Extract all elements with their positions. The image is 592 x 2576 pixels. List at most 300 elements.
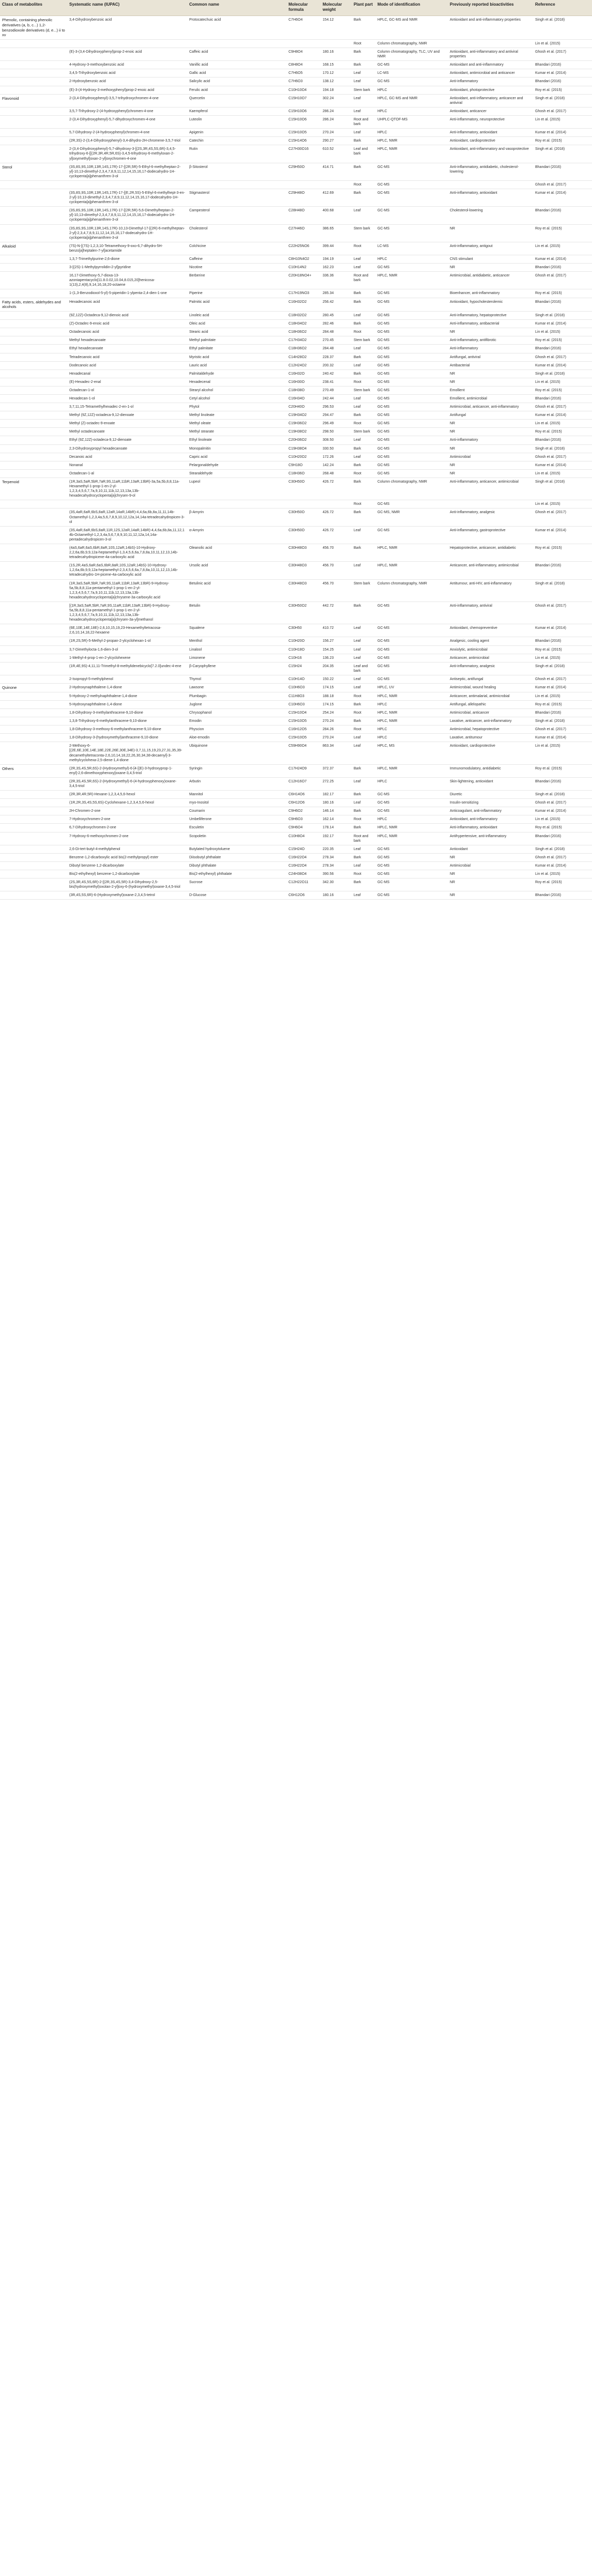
table-row bbox=[0, 436, 592, 444]
metabolites-table bbox=[0, 0, 592, 900]
cell-reference: Bhandari (2016) bbox=[533, 78, 592, 86]
cell-systematic-name: 4-Hydroxy-3-methoxybenzoic acid bbox=[67, 61, 187, 69]
cell-molecular-formula: C10H16 bbox=[286, 654, 321, 662]
cell-systematic-name: (3S,4aR,6aR,6bS,8aR,12aR,14aR,14bR)-4,4,6a,6b,8a,11,11,14b-Octamethyl-1,2,3,4a,5,6,7,8,9,10,12,12a,14,14a-tetradecahydropicen-3-ol bbox=[67, 508, 187, 526]
cell-common-name: Juglone bbox=[187, 700, 286, 708]
table-row bbox=[0, 654, 592, 662]
cell-molecular-formula: C18H32O2 bbox=[286, 312, 321, 320]
cell-mode-of-identification: HPLC bbox=[375, 107, 448, 115]
table-row bbox=[0, 717, 592, 726]
cell-mode-of-identification: GC-MS bbox=[375, 891, 448, 900]
table-row bbox=[0, 378, 592, 386]
cell-mode-of-identification: GC-MS bbox=[375, 420, 448, 428]
cell-mode-of-identification: HPLC, GC-MS and NMR bbox=[375, 94, 448, 107]
cell-mode-of-identification: HPLC, NMR bbox=[375, 708, 448, 717]
cell-common-name: Betulin bbox=[187, 601, 286, 624]
cell-systematic-name: Ethyl hexadecanoate bbox=[67, 345, 187, 353]
cell-class: Fatty acids, esters, aldehydes and alcohols bbox=[0, 298, 67, 312]
cell-common-name: Salicylic acid bbox=[187, 78, 286, 86]
cell-molecular-formula: C10H14O bbox=[286, 675, 321, 683]
cell-systematic-name: (3R,4S,5S,6R)-6-(Hydroxymethyl)oxane-2,3,4,5-tetrol bbox=[67, 891, 187, 900]
cell-systematic-name bbox=[67, 180, 187, 189]
cell-molecular-formula: C15H10O5 bbox=[286, 129, 321, 137]
table-body bbox=[0, 16, 592, 900]
table-row bbox=[0, 684, 592, 692]
cell-class: Terpenoid bbox=[0, 477, 67, 500]
cell-class bbox=[0, 726, 67, 734]
cell-systematic-name: (4aS,6aR,6aS,6bR,8aR,10S,12aR,14bS)-10-Hydroxy-2,2,6a,6b,9,9,12a-heptamethyl-1,3,4,5,6,6a,7,8,8a,10,11,12,13,14b-tetradecahydropicene-4a-carboxylic acid bbox=[67, 544, 187, 561]
cell-common-name: Rutin bbox=[187, 145, 286, 163]
table-row bbox=[0, 129, 592, 137]
cell-molecular-formula: C9H6O3 bbox=[286, 815, 321, 824]
cell-plant-part: Stem bark bbox=[352, 336, 375, 345]
cell-common-name: Kaempferol bbox=[187, 107, 286, 115]
cell-mode-of-identification: GC-MS bbox=[375, 428, 448, 436]
cell-common-name: Diisobutyl phthalate bbox=[187, 853, 286, 861]
cell-plant-part: Root bbox=[352, 815, 375, 824]
cell-molecular-formula: C30H50O2 bbox=[286, 601, 321, 624]
cell-plant-part: Stem bark bbox=[352, 86, 375, 94]
cell-systematic-name: (1R,2S,5R)-5-Methyl-2-propan-2-ylcyclohexan-1-ol bbox=[67, 637, 187, 645]
table-row bbox=[0, 189, 592, 206]
cell-molecular-formula: C16H32O2 bbox=[286, 298, 321, 312]
cell-systematic-name: (3S,8S,9S,10R,13R,14S,17R)-17-[(E,2R,5S)-5-Ethyl-6-methylhept-3-en-2-yl]-10,13-dimethyl-2,3,4,7,8,9,11,12,14,15,16,17-dodecahydro-1H-cyclopenta[a]phenanthren-3-ol bbox=[67, 189, 187, 206]
table-row bbox=[0, 891, 592, 900]
cell-mode-of-identification: HPLC, NMR bbox=[375, 145, 448, 163]
table-row bbox=[0, 508, 592, 526]
cell-reference: Roy et al. (2015) bbox=[533, 544, 592, 561]
cell-bioactivities: NR bbox=[448, 469, 533, 477]
cell-molecular-formula: C27H46O bbox=[286, 224, 321, 242]
cell-reference: Roy et al. (2015) bbox=[533, 137, 592, 145]
header-row bbox=[0, 0, 592, 16]
cell-reference: Ghosh et al. (2017) bbox=[533, 853, 592, 861]
cell-systematic-name: Octadecan-1-ol bbox=[67, 386, 187, 394]
cell-class bbox=[0, 637, 67, 645]
cell-molecular-formula: C15H10O5 bbox=[286, 734, 321, 742]
cell-plant-part: Bark bbox=[352, 764, 375, 777]
table-row bbox=[0, 453, 592, 461]
cell-common-name: Oleanolic acid bbox=[187, 544, 286, 561]
cell-bioactivities: Anti-inflammatory, antifibrotic bbox=[448, 336, 533, 345]
table-row bbox=[0, 742, 592, 764]
cell-plant-part: Leaf bbox=[352, 312, 375, 320]
cell-molecular-weight: 298.50 bbox=[321, 428, 352, 436]
cell-molecular-weight: 270.24 bbox=[321, 717, 352, 726]
cell-molecular-formula: C7H6O3 bbox=[286, 78, 321, 86]
cell-plant-part: Leaf bbox=[352, 637, 375, 645]
cell-common-name: Linalool bbox=[187, 645, 286, 654]
cell-molecular-weight: 284.48 bbox=[321, 328, 352, 336]
cell-bioactivities: Immunomodulatory, antidiabetic bbox=[448, 764, 533, 777]
cell-reference: Bhandari (2016) bbox=[533, 832, 592, 845]
cell-molecular-weight: 270.49 bbox=[321, 386, 352, 394]
cell-reference: Kumar et al. (2014) bbox=[533, 807, 592, 815]
cell-reference: Roy et al. (2015) bbox=[533, 700, 592, 708]
table-row bbox=[0, 16, 592, 40]
cell-reference: Kumar et al. (2014) bbox=[533, 861, 592, 870]
cell-molecular-weight: 426.72 bbox=[321, 477, 352, 500]
cell-common-name: Berberine bbox=[187, 272, 286, 289]
cell-plant-part: Leaf bbox=[352, 654, 375, 662]
cell-molecular-weight: 410.72 bbox=[321, 624, 352, 637]
cell-class: Quinone bbox=[0, 684, 67, 692]
cell-molecular-weight: 194.18 bbox=[321, 86, 352, 94]
cell-common-name: Methyl linoleate bbox=[187, 411, 286, 420]
cell-reference: Bhandari (2016) bbox=[533, 777, 592, 790]
table-row bbox=[0, 361, 592, 369]
cell-systematic-name: 2-(3,4-Dihydroxyphenyl)-5,7-dihydroxychromen-4-one bbox=[67, 115, 187, 128]
cell-systematic-name: [(1R,3aS,5aR,5bR,7aR,9S,11aR,11bR,13aR,13bR)-9-Hydroxy-5a,5b,8,8,11a-pentamethyl-1-prop-1-en-2-yl-1,2,3,4,5,6,7,7a,9,10,11,11b,12,13,13a,13b-hexadecahydrocyclopenta[a]chrysen-3a-yl]methanol bbox=[67, 601, 187, 624]
cell-mode-of-identification: GC-MS bbox=[375, 411, 448, 420]
cell-molecular-formula: C28H48O bbox=[286, 207, 321, 224]
table-row bbox=[0, 791, 592, 799]
cell-common-name: Methyl stearate bbox=[187, 428, 286, 436]
cell-class bbox=[0, 129, 67, 137]
cell-reference: Singh et al. (2018) bbox=[533, 94, 592, 107]
table-row bbox=[0, 353, 592, 361]
table-row bbox=[0, 562, 592, 579]
cell-systematic-name: (2R,3S,4S,5R,6S)-2-(Hydroxymethyl)-6-[4-[(E)-3-hydroxyprop-1-enyl]-2,6-dimethoxyphenoxy]oxane-3,4,5-triol bbox=[67, 764, 187, 777]
cell-systematic-name: 2H-Chromen-2-one bbox=[67, 807, 187, 815]
cell-mode-of-identification: Column chromatography, NMR bbox=[375, 579, 448, 601]
cell-bioactivities: Hepatoprotective, anticancer, antidiabetic bbox=[448, 544, 533, 561]
cell-molecular-weight: 194.19 bbox=[321, 255, 352, 264]
cell-class bbox=[0, 444, 67, 453]
cell-common-name: Luteolin bbox=[187, 115, 286, 128]
cell-common-name: Lupeol bbox=[187, 477, 286, 500]
table-row bbox=[0, 163, 592, 180]
cell-class bbox=[0, 526, 67, 544]
cell-bioactivities: Anti-inflammatory, antiviral bbox=[448, 601, 533, 624]
cell-class bbox=[0, 361, 67, 369]
table-row bbox=[0, 107, 592, 115]
cell-plant-part: Stem bark bbox=[352, 428, 375, 436]
cell-bioactivities: Anti-inflammatory, antigout bbox=[448, 242, 533, 255]
cell-molecular-formula bbox=[286, 180, 321, 189]
cell-common-name: Colchicine bbox=[187, 242, 286, 255]
cell-plant-part: Leaf bbox=[352, 453, 375, 461]
table-row bbox=[0, 242, 592, 255]
cell-bioactivities: NR bbox=[448, 328, 533, 336]
cell-molecular-weight: 240.42 bbox=[321, 369, 352, 378]
cell-plant-part: Leaf bbox=[352, 107, 375, 115]
cell-class bbox=[0, 115, 67, 128]
cell-systematic-name: 1-(1,3-Benzodioxol-5-yl)-5-piperidin-1-ylpenta-2,4-dien-1-one bbox=[67, 289, 187, 298]
table-row bbox=[0, 115, 592, 128]
cell-plant-part: Bark bbox=[352, 477, 375, 500]
cell-common-name: Apigenin bbox=[187, 129, 286, 137]
cell-bioactivities: Antimicrobial, anticancer bbox=[448, 708, 533, 717]
cell-class bbox=[0, 675, 67, 683]
cell-molecular-weight: 170.12 bbox=[321, 69, 352, 78]
cell-molecular-weight bbox=[321, 500, 352, 508]
cell-molecular-formula: C30H48O3 bbox=[286, 562, 321, 579]
cell-molecular-weight: 256.42 bbox=[321, 298, 352, 312]
header-common-name: Common name bbox=[187, 0, 286, 16]
cell-mode-of-identification: HPLC, NMR bbox=[375, 824, 448, 832]
cell-systematic-name: (E)-Hexadec-2-enal bbox=[67, 378, 187, 386]
table-row bbox=[0, 224, 592, 242]
cell-plant-part: Leaf bbox=[352, 734, 375, 742]
cell-molecular-weight: 270.24 bbox=[321, 129, 352, 137]
cell-molecular-weight: 456.70 bbox=[321, 579, 352, 601]
cell-common-name: Protocatechuic acid bbox=[187, 16, 286, 40]
cell-plant-part: Bark bbox=[352, 61, 375, 69]
cell-molecular-weight: 180.16 bbox=[321, 891, 352, 900]
cell-bioactivities: NR bbox=[448, 378, 533, 386]
cell-class bbox=[0, 791, 67, 799]
table-row bbox=[0, 815, 592, 824]
cell-molecular-weight: 296.53 bbox=[321, 403, 352, 411]
header-bioactivities: Previously reported bioactivities bbox=[448, 0, 533, 16]
table-row bbox=[0, 145, 592, 163]
cell-reference: Kumar et al. (2014) bbox=[533, 129, 592, 137]
table-row bbox=[0, 675, 592, 683]
cell-plant-part: Leaf bbox=[352, 436, 375, 444]
cell-bioactivities bbox=[448, 180, 533, 189]
cell-molecular-weight: 285.34 bbox=[321, 289, 352, 298]
cell-reference: Kumar et al. (2014) bbox=[533, 624, 592, 637]
cell-class bbox=[0, 601, 67, 624]
table-row bbox=[0, 526, 592, 544]
cell-common-name: Methyl palmitate bbox=[187, 336, 286, 345]
cell-molecular-weight: 414.71 bbox=[321, 163, 352, 180]
cell-reference: Ghosh et al. (2017) bbox=[533, 107, 592, 115]
cell-class bbox=[0, 815, 67, 824]
cell-systematic-name: Nonanal bbox=[67, 461, 187, 469]
cell-molecular-formula: C19H38O4 bbox=[286, 444, 321, 453]
cell-mode-of-identification: GC-MS bbox=[375, 637, 448, 645]
table-row bbox=[0, 411, 592, 420]
cell-class bbox=[0, 742, 67, 764]
table-row bbox=[0, 500, 592, 508]
cell-common-name: Mannitol bbox=[187, 791, 286, 799]
cell-systematic-name: (3S,4aR,6aR,6bS,8aR,11R,12S,12aR,14aR,14bR)-4,4,6a,6b,8a,11,12,14b-Octamethyl-1,2,3,4a,5,6,7,8,9,10,11,12,12a,14,14a-pentadecahydropicen-3-ol bbox=[67, 526, 187, 544]
cell-systematic-name: Decanoic acid bbox=[67, 453, 187, 461]
cell-bioactivities: Antioxidant, chemopreventive bbox=[448, 624, 533, 637]
cell-molecular-weight: 390.56 bbox=[321, 870, 352, 878]
cell-bioactivities: Anti-inflammatory, antioxidant bbox=[448, 189, 533, 206]
cell-common-name: Cetyl alcohol bbox=[187, 395, 286, 403]
table-row bbox=[0, 94, 592, 107]
cell-systematic-name: 5,7-Dihydroxy-2-(4-hydroxyphenyl)chromen-4-one bbox=[67, 129, 187, 137]
cell-plant-part: Root and bark bbox=[352, 272, 375, 289]
cell-common-name: Capric acid bbox=[187, 453, 286, 461]
cell-class bbox=[0, 180, 67, 189]
cell-plant-part: Bark bbox=[352, 16, 375, 40]
cell-molecular-weight: 456.70 bbox=[321, 544, 352, 561]
cell-molecular-weight: 188.18 bbox=[321, 692, 352, 700]
cell-molecular-weight: 280.45 bbox=[321, 312, 352, 320]
cell-systematic-name: 1,8-Dihydroxy-3-methoxy-6-methylanthracene-9,10-dione bbox=[67, 726, 187, 734]
cell-plant-part: Root and bark bbox=[352, 832, 375, 845]
cell-reference: Lin et al. (2015) bbox=[533, 815, 592, 824]
cell-class bbox=[0, 461, 67, 469]
cell-mode-of-identification: GC-MS bbox=[375, 799, 448, 807]
table-row bbox=[0, 764, 592, 777]
cell-molecular-weight: 242.44 bbox=[321, 395, 352, 403]
cell-common-name: β-Amyrin bbox=[187, 508, 286, 526]
cell-mode-of-identification: HPLC bbox=[375, 815, 448, 824]
cell-common-name: Squalene bbox=[187, 624, 286, 637]
cell-bioactivities: Antioxidant bbox=[448, 845, 533, 853]
table-row bbox=[0, 78, 592, 86]
cell-molecular-weight: 136.23 bbox=[321, 654, 352, 662]
cell-bioactivities: Anti-inflammatory, neuroprotective bbox=[448, 115, 533, 128]
cell-reference: Lin et al. (2015) bbox=[533, 654, 592, 662]
cell-systematic-name: 2-(3,4-Dihydroxyphenyl)-3,5,7-trihydroxychromen-4-one bbox=[67, 94, 187, 107]
cell-molecular-weight: 182.17 bbox=[321, 791, 352, 799]
cell-common-name: α-Amyrin bbox=[187, 526, 286, 544]
table-row bbox=[0, 726, 592, 734]
cell-bioactivities: NR bbox=[448, 891, 533, 900]
cell-class bbox=[0, 320, 67, 328]
cell-plant-part: Bark bbox=[352, 878, 375, 891]
cell-systematic-name: (3S,8S,9S,10R,13R,14S,17R)-10,13-Dimethyl-17-[(2R)-6-methylheptan-2-yl]-2,3,4,7,8,9,11,12,14,15,16,17-dodecahydro-1H-cyclopenta[a]phenanthren-3-ol bbox=[67, 224, 187, 242]
table-row bbox=[0, 69, 592, 78]
cell-molecular-formula: C18H38O bbox=[286, 386, 321, 394]
cell-bioactivities: Antimicrobial, anticancer, anti-inflammatory bbox=[448, 403, 533, 411]
cell-class bbox=[0, 845, 67, 853]
cell-molecular-formula: C15H10O4 bbox=[286, 708, 321, 717]
cell-reference: Bhandari (2016) bbox=[533, 562, 592, 579]
cell-mode-of-identification: GC-MS bbox=[375, 189, 448, 206]
cell-molecular-formula: C18H36O2 bbox=[286, 328, 321, 336]
cell-molecular-formula bbox=[286, 40, 321, 48]
table-row bbox=[0, 807, 592, 815]
cell-reference: Bhandari (2016) bbox=[533, 637, 592, 645]
cell-molecular-weight: 426.72 bbox=[321, 526, 352, 544]
cell-systematic-name: (1R,2R,3S,4S,5S,6S)-Cyclohexane-1,2,3,4,5,6-hexol bbox=[67, 799, 187, 807]
cell-plant-part: Bark bbox=[352, 601, 375, 624]
cell-bioactivities: Anticancer, antimalarial, antimicrobial bbox=[448, 692, 533, 700]
cell-mode-of-identification: GC-MS bbox=[375, 469, 448, 477]
cell-plant-part: Leaf bbox=[352, 264, 375, 272]
cell-mode-of-identification: GC-MS bbox=[375, 624, 448, 637]
cell-molecular-formula: C19H38O2 bbox=[286, 428, 321, 436]
cell-common-name: Oleic acid bbox=[187, 320, 286, 328]
cell-class bbox=[0, 562, 67, 579]
cell-molecular-weight: 456.70 bbox=[321, 562, 352, 579]
cell-molecular-weight bbox=[321, 40, 352, 48]
cell-plant-part: Leaf bbox=[352, 94, 375, 107]
cell-molecular-formula: C30H48O3 bbox=[286, 579, 321, 601]
cell-plant-part: Bark bbox=[352, 298, 375, 312]
cell-reference: Lin et al. (2015) bbox=[533, 378, 592, 386]
cell-reference: Bhandari (2016) bbox=[533, 61, 592, 69]
cell-molecular-weight: 342.30 bbox=[321, 878, 352, 891]
cell-mode-of-identification: GC-MS bbox=[375, 207, 448, 224]
cell-molecular-formula: C12H24O2 bbox=[286, 361, 321, 369]
header-systematic-name: Systematic name (IUPAC) bbox=[67, 0, 187, 16]
cell-plant-part: Root bbox=[352, 708, 375, 717]
cell-molecular-weight: 442.72 bbox=[321, 601, 352, 624]
cell-reference: Roy et al. (2015) bbox=[533, 336, 592, 345]
cell-reference: Singh et al. (2018) bbox=[533, 717, 592, 726]
cell-plant-part: Root bbox=[352, 870, 375, 878]
cell-bioactivities: Diuretic bbox=[448, 791, 533, 799]
cell-common-name: Arbutin bbox=[187, 777, 286, 790]
cell-molecular-formula: C15H10O7 bbox=[286, 94, 321, 107]
cell-plant-part: Leaf bbox=[352, 69, 375, 78]
cell-common-name: Betulinic acid bbox=[187, 579, 286, 601]
cell-systematic-name: Dibutyl benzene-1,2-dicarboxylate bbox=[67, 861, 187, 870]
cell-plant-part: Bark bbox=[352, 717, 375, 726]
cell-molecular-formula: C10H20O bbox=[286, 637, 321, 645]
cell-common-name: Palmitic acid bbox=[187, 298, 286, 312]
cell-bioactivities: Anticancer, anti-inflammatory, antimicrobial bbox=[448, 562, 533, 579]
cell-plant-part: Bark bbox=[352, 289, 375, 298]
cell-mode-of-identification: GC-MS bbox=[375, 861, 448, 870]
cell-bioactivities: Antimicrobial bbox=[448, 453, 533, 461]
cell-common-name: Caffeic acid bbox=[187, 48, 286, 61]
cell-reference: Bhandari (2016) bbox=[533, 395, 592, 403]
cell-class bbox=[0, 369, 67, 378]
table-row bbox=[0, 845, 592, 853]
cell-mode-of-identification: HPLC bbox=[375, 129, 448, 137]
cell-systematic-name: Bis(2-ethylhexyl) benzene-1,2-dicarboxylate bbox=[67, 870, 187, 878]
cell-plant-part: Bark bbox=[352, 508, 375, 526]
cell-mode-of-identification: UHPLC-QTOF-MS bbox=[375, 115, 448, 128]
cell-mode-of-identification: GC-MS bbox=[375, 654, 448, 662]
cell-common-name: Stearic acid bbox=[187, 328, 286, 336]
cell-reference: Ghosh et al. (2017) bbox=[533, 180, 592, 189]
cell-reference: Roy et al. (2015) bbox=[533, 824, 592, 832]
cell-molecular-formula: C30H50O bbox=[286, 526, 321, 544]
cell-systematic-name: (3S,8S,9S,10R,13R,14S,17R)-17-[(2R,5R)-5-Ethyl-6-methylheptan-2-yl]-10,13-dimethyl-2,3,4,7,8,9,11,12,14,15,16,17-dodecahydro-1H-cyclopenta[a]phenanthren-3-ol bbox=[67, 163, 187, 180]
cell-reference: Kumar et al. (2014) bbox=[533, 461, 592, 469]
cell-plant-part: Leaf bbox=[352, 799, 375, 807]
cell-common-name: Cholesterol bbox=[187, 224, 286, 242]
cell-class bbox=[0, 436, 67, 444]
cell-common-name: Vanillic acid bbox=[187, 61, 286, 69]
cell-class bbox=[0, 61, 67, 69]
cell-mode-of-identification: GC-MS bbox=[375, 403, 448, 411]
cell-mode-of-identification: GC-MS bbox=[375, 662, 448, 675]
cell-class bbox=[0, 137, 67, 145]
cell-mode-of-identification: GC-MS bbox=[375, 870, 448, 878]
cell-common-name: Quercetin bbox=[187, 94, 286, 107]
cell-molecular-formula: C6H12O6 bbox=[286, 799, 321, 807]
cell-common-name: myo-Inositol bbox=[187, 799, 286, 807]
cell-molecular-weight: 284.26 bbox=[321, 726, 352, 734]
cell-systematic-name: 3,7,11,15-Tetramethylhexadec-2-en-1-ol bbox=[67, 403, 187, 411]
cell-molecular-weight: 138.12 bbox=[321, 78, 352, 86]
cell-mode-of-identification: HPLC, NMR bbox=[375, 544, 448, 561]
table-row bbox=[0, 345, 592, 353]
cell-class bbox=[0, 508, 67, 526]
cell-systematic-name: 7-Hydroxychromen-2-one bbox=[67, 815, 187, 824]
cell-mode-of-identification: HPLC, NMR bbox=[375, 692, 448, 700]
cell-plant-part: Leaf bbox=[352, 742, 375, 764]
table-row bbox=[0, 734, 592, 742]
cell-reference: Ghosh et al. (2017) bbox=[533, 48, 592, 61]
cell-mode-of-identification: GC-MS bbox=[375, 289, 448, 298]
cell-molecular-weight: 228.37 bbox=[321, 353, 352, 361]
cell-common-name: Phytol bbox=[187, 403, 286, 411]
cell-reference: Singh et al. (2018) bbox=[533, 444, 592, 453]
cell-bioactivities: Antioxidant, cardioprotective bbox=[448, 742, 533, 764]
cell-reference: Kumar et al. (2014) bbox=[533, 189, 592, 206]
cell-common-name: Lauric acid bbox=[187, 361, 286, 369]
cell-common-name: D-Glucose bbox=[187, 891, 286, 900]
table-row bbox=[0, 264, 592, 272]
cell-bioactivities: Antioxidant, anti-inflammatory, anticancer and antiviral bbox=[448, 94, 533, 107]
cell-class bbox=[0, 544, 67, 561]
cell-molecular-formula: C20H18NO4+ bbox=[286, 272, 321, 289]
cell-systematic-name: 2-Isopropyl-5-methylphenol bbox=[67, 675, 187, 683]
